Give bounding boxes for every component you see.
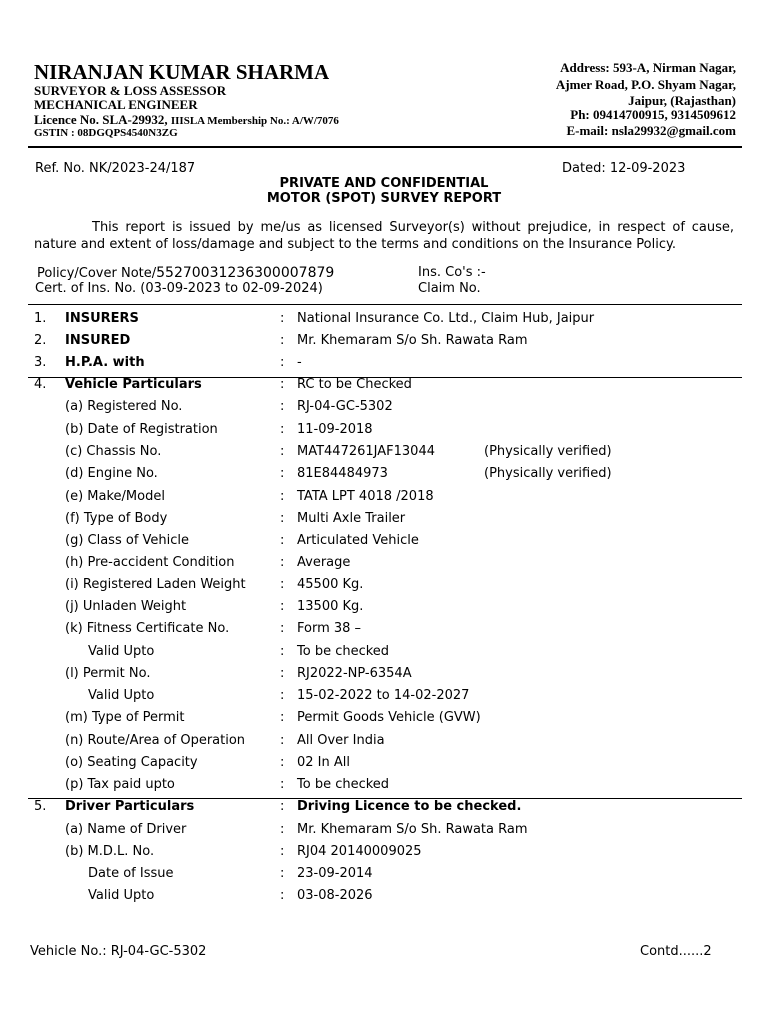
claim-no-label: Claim No. (418, 281, 481, 296)
row-value: Articulated Vehicle (297, 533, 419, 548)
address-line-2: Ajmer Road, P.O. Shyam Nagar, (555, 77, 736, 92)
row-colon: : (280, 799, 285, 814)
row-label: (a) Registered No. (65, 399, 183, 414)
table-row (0, 422, 768, 444)
row-value: 03-08-2026 (297, 888, 373, 903)
row-label: (m) Type of Permit (65, 710, 185, 725)
row-colon: : (280, 555, 285, 570)
row-colon: : (280, 466, 285, 481)
table-row (0, 466, 768, 488)
row-colon: : (280, 733, 285, 748)
row-colon: : (280, 688, 285, 703)
table-row (0, 866, 768, 888)
phone: Ph: 09414700915, 9314509612 (570, 107, 736, 122)
row-colon: : (280, 621, 285, 636)
row-colon: : (280, 577, 285, 592)
row-value: 02 In All (297, 755, 350, 770)
licence-number: Licence No. SLA-29932, (34, 112, 171, 127)
title-confidential: PRIVATE AND CONFIDENTIAL (279, 176, 489, 191)
row-colon: : (280, 489, 285, 504)
row-label: (f) Type of Body (65, 511, 168, 526)
row-label: H.P.A. with (65, 355, 145, 370)
table-row (0, 333, 768, 355)
footer-continued: Contd......2 (640, 944, 712, 959)
table-row (0, 444, 768, 466)
table-row (0, 799, 768, 821)
row-colon: : (280, 399, 285, 414)
row-label: Vehicle Particulars (65, 377, 202, 392)
row-label: Date of Issue (88, 866, 174, 881)
row-value: National Insurance Co. Ltd., Claim Hub, Jaipur (297, 311, 595, 326)
row-label: (b) M.D.L. No. (65, 844, 155, 859)
row-label: (k) Fitness Certificate No. (65, 621, 230, 636)
row-value: 13500 Kg. (297, 599, 364, 614)
row-number: 4. (34, 377, 47, 392)
address-line-3: Jaipur, (Rajasthan) (628, 93, 736, 108)
row-colon: : (280, 755, 285, 770)
policy-number: 55270031236300007879 (156, 265, 335, 281)
row-label: (e) Make/Model (65, 489, 165, 504)
row-colon: : (280, 511, 285, 526)
row-colon: : (280, 311, 285, 326)
row-value: Driving Licence to be checked. (297, 799, 522, 814)
row-value: RJ-04-GC-5302 (297, 399, 393, 414)
row-label: Valid Upto (88, 644, 155, 659)
header-divider (28, 146, 742, 148)
row-number: 5. (34, 799, 47, 814)
row-colon: : (280, 444, 285, 459)
table-row (0, 599, 768, 621)
table-row (0, 888, 768, 910)
row-value: - (297, 355, 302, 370)
table-row (0, 666, 768, 688)
title-survey-report: MOTOR (SPOT) SURVEY REPORT (266, 191, 502, 206)
table-row (0, 688, 768, 710)
row-label: INSURED (65, 333, 131, 348)
row-colon: : (280, 666, 285, 681)
row-label: (n) Route/Area of Operation (65, 733, 246, 748)
ins-cos-label: Ins. Co's :- (418, 265, 486, 280)
row-colon: : (280, 377, 285, 392)
row-label: (c) Chassis No. (65, 444, 162, 459)
row-colon: : (280, 777, 285, 792)
row-label: Valid Upto (88, 688, 155, 703)
row-value: 11-09-2018 (297, 422, 373, 437)
row-colon: : (280, 844, 285, 859)
row-value: Average (297, 555, 351, 570)
row-colon: : (280, 533, 285, 548)
row-colon: : (280, 822, 285, 837)
address-line-1: Address: 593-A, Nirman Nagar, (560, 60, 736, 75)
table-row (0, 311, 768, 333)
row-value: All Over India (297, 733, 385, 748)
membership-number: IIISLA Membership No.: A/W/7076 (170, 115, 339, 127)
table-row (0, 621, 768, 643)
table-row (0, 844, 768, 866)
row-label: (g) Class of Vehicle (65, 533, 190, 548)
row-value: Mr. Khemaram S/o Sh. Rawata Ram (297, 333, 528, 348)
footer-vehicle-no: Vehicle No.: RJ-04-GC-5302 (30, 944, 207, 959)
gstin: GSTIN : 08DGQPS4540N3ZG (34, 127, 178, 139)
table-row (0, 710, 768, 732)
designation-surveyor: SURVEYOR & LOSS ASSESSOR (34, 83, 227, 98)
row-colon: : (280, 422, 285, 437)
row-colon: : (280, 866, 285, 881)
row-colon: : (280, 644, 285, 659)
policy-label: Policy/Cover Note/ (37, 266, 157, 281)
table-row (0, 533, 768, 555)
email: E-mail: nsla29932@gmail.com (566, 123, 736, 138)
table-row (0, 511, 768, 533)
table-row (0, 577, 768, 599)
row-label: Valid Upto (88, 888, 155, 903)
row-label: (i) Registered Laden Weight (65, 577, 246, 592)
verification-note: (Physically verified) (484, 466, 612, 481)
row-value: Permit Goods Vehicle (GVW) (297, 710, 481, 725)
table-row (0, 355, 768, 377)
row-colon: : (280, 599, 285, 614)
verification-note: (Physically verified) (484, 444, 612, 459)
row-label: (a) Name of Driver (65, 822, 187, 837)
row-number: 2. (34, 333, 47, 348)
policy-line (37, 265, 334, 281)
row-number: 1. (34, 311, 47, 326)
table-row (0, 644, 768, 666)
row-value: To be checked (297, 644, 390, 659)
report-date: Dated: 12-09-2023 (562, 161, 686, 176)
row-number: 3. (34, 355, 47, 370)
row-label: Driver Particulars (65, 799, 195, 814)
row-value: Mr. Khemaram S/o Sh. Rawata Ram (297, 822, 528, 837)
row-value: 81E84484973 (297, 466, 388, 481)
row-value: 23-09-2014 (297, 866, 373, 881)
table-row (0, 399, 768, 421)
table-row (0, 377, 768, 399)
table-row (0, 755, 768, 777)
table-row (0, 489, 768, 511)
row-colon: : (280, 355, 285, 370)
row-value: RJ04 20140009025 (297, 844, 422, 859)
row-value: 45500 Kg. (297, 577, 364, 592)
row-value: MAT447261JAF13044 (297, 444, 435, 459)
row-value: Form 38 – (297, 621, 362, 636)
row-label: (h) Pre-accident Condition (65, 555, 235, 570)
intro-paragraph: This report is issued by me/us as licensed Surveyor(s) without prejudice, in respect of cause, nature and extent of loss/damage and subject to the terms and conditions on the Insurance Policy. (34, 220, 734, 252)
row-value: TATA LPT 4018 /2018 (297, 489, 434, 504)
row-label: (d) Engine No. (65, 466, 158, 481)
cert-of-insurance: Cert. of Ins. No. (03-09-2023 to 02-09-2024) (35, 281, 323, 296)
row-colon: : (280, 888, 285, 903)
row-value: To be checked (297, 777, 390, 792)
row-label: (o) Seating Capacity (65, 755, 198, 770)
row-value: 15-02-2022 to 14-02-2027 (297, 688, 470, 703)
surveyor-name: NIRANJAN KUMAR SHARMA (34, 60, 330, 84)
table-row (0, 822, 768, 844)
row-colon: : (280, 333, 285, 348)
row-label: INSURERS (65, 311, 139, 326)
table-row (0, 777, 768, 799)
row-value: RC to be Checked (297, 377, 412, 392)
licence-line (34, 112, 339, 128)
row-colon: : (280, 710, 285, 725)
row-label: (l) Permit No. (65, 666, 151, 681)
row-value: Multi Axle Trailer (297, 511, 406, 526)
table-row (0, 555, 768, 577)
row-value: RJ2022-NP-6354A (297, 666, 412, 681)
row-label: (p) Tax paid upto (65, 777, 175, 792)
table-top-rule (28, 304, 742, 305)
ref-number: Ref. No. NK/2023-24/187 (35, 161, 196, 176)
designation-engineer: MECHANICAL ENGINEER (34, 97, 198, 112)
table-row (0, 733, 768, 755)
row-label: (j) Unladen Weight (65, 599, 187, 614)
row-label: (b) Date of Registration (65, 422, 218, 437)
